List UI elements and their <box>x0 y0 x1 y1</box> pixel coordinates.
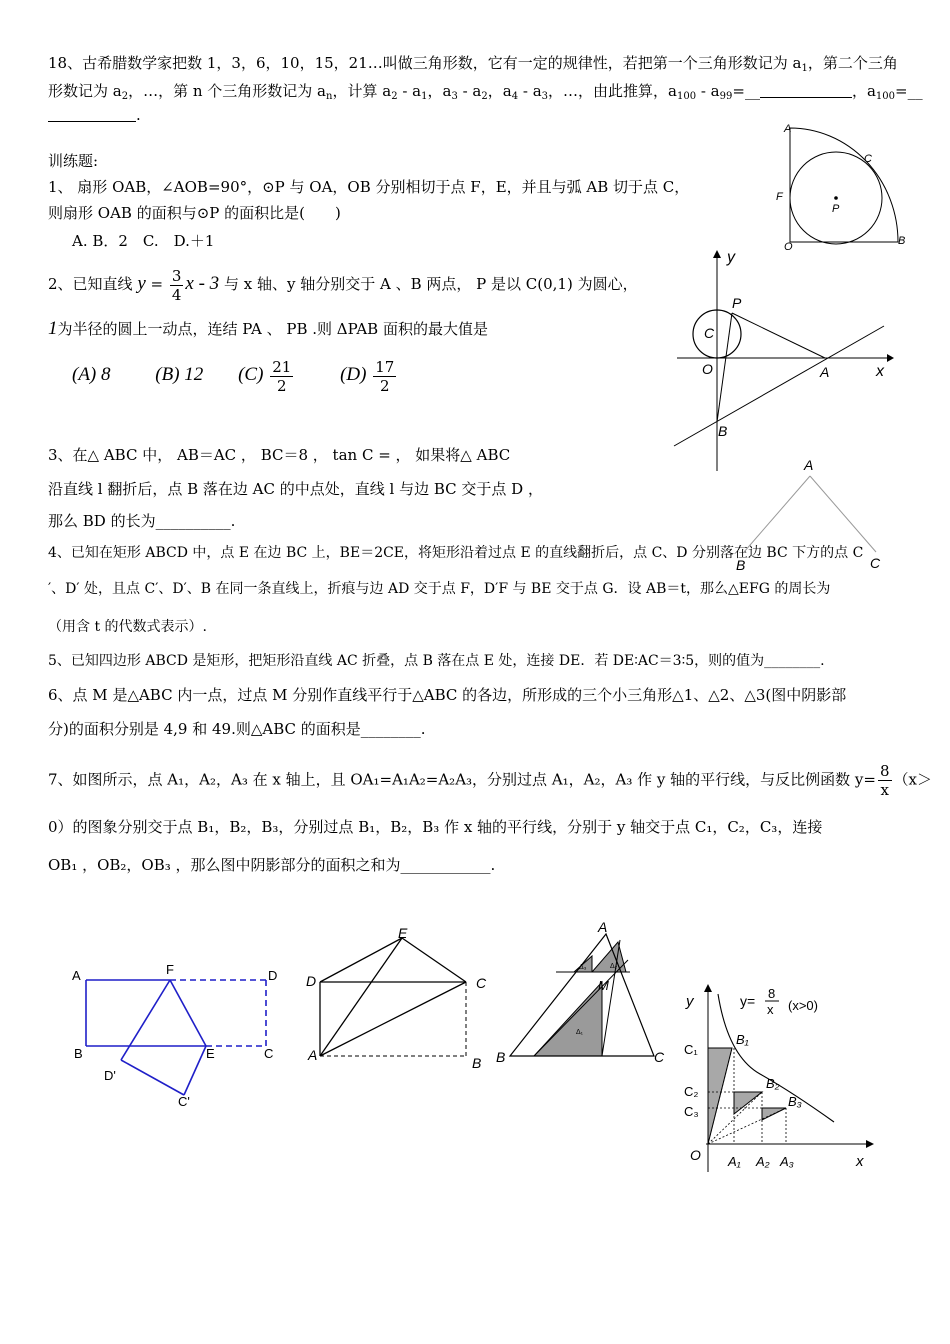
q2-option-d-fraction: $\frac{17}{2}$ <box>375 357 395 395</box>
fold-fe <box>170 980 206 1046</box>
label-F: F <box>166 962 174 977</box>
label-D-prime: D' <box>104 1068 116 1083</box>
q1-line1: 1、 扇形 OAB，∠AOB=90°，⊙P 与 OA，OB 分别相切于点 F，E，并且与弧 AB 切于点 C， <box>48 178 690 196</box>
label-y: y <box>686 993 694 1010</box>
label-C2: C₂ <box>684 1084 699 1099</box>
label-B: B <box>74 1046 83 1061</box>
figure-q1-sector <box>770 120 920 253</box>
side-dp-cp <box>121 1060 184 1095</box>
side-ac <box>810 476 876 552</box>
label-C3: C₃ <box>684 1104 699 1119</box>
q6-line1: 6、点 M 是△ABC 内一点，过点 M 分别作直线平行于△ABC 的各边，所形成的三个小三角形△1、△2、△3(图中阴影部 <box>48 686 847 704</box>
figure-q2-coordinates <box>672 246 902 476</box>
label-O: O <box>784 241 793 253</box>
label-A2: A₂ <box>756 1154 770 1169</box>
label-C: C <box>264 1046 274 1061</box>
q2-line1: 2、已知直线 y = $\frac{3}{4}$ x - 3 与 x 轴、y 轴分别交于 A 、B 两点， P 是以 C(0,1) 为圆心， <box>48 266 638 304</box>
label-A: A <box>784 123 792 135</box>
label-C: C <box>864 153 872 165</box>
training-title: 训练题: <box>48 152 99 170</box>
label-delta-3: Δ₃ <box>579 964 587 971</box>
label-E: E <box>398 925 408 941</box>
label-B: B <box>496 1049 506 1065</box>
figure-q5-rectangle <box>300 920 500 1080</box>
segment-de <box>320 938 402 982</box>
label-B: B <box>472 1055 482 1071</box>
q3-line2: 沿直线 l 翻折后，点 B 落在边 AC 的中点处，直线 l 与边 BC 交于点 D ， <box>48 480 543 498</box>
label-B2: B₂ <box>766 1076 780 1091</box>
label-B1: B₁ <box>736 1032 749 1047</box>
q7-function-fraction: $\frac{8}{x}$ <box>879 762 890 799</box>
label-E: E <box>206 1046 215 1061</box>
label-B: B <box>718 423 728 439</box>
q3-line3: 那么 BD 的长为__________. <box>48 512 236 530</box>
q18-blank1 <box>760 83 852 98</box>
label-C: C <box>870 555 881 571</box>
label-A: A <box>598 919 608 935</box>
q18-line3: . <box>48 104 141 126</box>
y-axis-arrow <box>704 984 712 992</box>
x-axis-arrow <box>887 354 894 362</box>
function-label-den: x <box>767 1002 774 1017</box>
line-ab <box>674 326 884 446</box>
q18-blank2 <box>48 107 136 122</box>
q2-slope-fraction: $\frac{3}{4}$ <box>171 266 182 304</box>
figure-q6-triangle <box>494 919 674 1074</box>
label-C: C <box>654 1049 665 1065</box>
label-F: F <box>776 191 783 203</box>
function-label-eq: y= <box>740 993 756 1009</box>
figure-q4-folded-rectangle <box>66 960 286 1110</box>
diagonal-ac <box>320 982 466 1056</box>
label-O: O <box>702 361 713 377</box>
label-P: P <box>732 295 742 311</box>
label-O: O <box>690 1147 701 1163</box>
figure-q7-graph <box>676 976 876 1176</box>
label-M: M <box>598 978 609 993</box>
center-point <box>834 196 838 200</box>
label-D: D <box>306 973 317 989</box>
label-A: A <box>820 364 830 380</box>
label-A: A <box>72 968 81 983</box>
segment-ob3 <box>708 1108 786 1144</box>
q6-line2: 分)的面积分别是 4,9 和 49.则△ABC 的面积是________. <box>48 720 426 738</box>
q7-line1: 7、如图所示，点 A₁，A₂，A₃ 在 x 轴上，且 OA₁=A₁A₂=A₂A₃，分别过点 A₁，A₂，A₃ 作 y 轴的平行线，与反比例函数 y= $\frac{8}{x}$ （x＞ <box>48 762 932 799</box>
label-A3: A₃ <box>780 1154 794 1169</box>
label-B: B <box>736 557 746 573</box>
label-D: D <box>268 968 278 983</box>
sector-shape <box>790 128 898 242</box>
q5-line1: 5、已知四边形 ABCD 是矩形，把矩形沿直线 AC 折叠，点 B 落在点 E 处，连接 DE．若 DE∶AC＝3∶5，则的值为________. <box>48 653 825 669</box>
q7-line3: OB₁ ，OB₂，OB₃ ，那么图中阴影部分的面积之和为____________. <box>48 856 496 874</box>
fold-fd-prime <box>121 980 170 1060</box>
function-label-cond: (x>0) <box>788 998 818 1013</box>
y-axis-arrow <box>713 250 721 258</box>
label-x: x <box>876 363 884 380</box>
label-A1: A₁ <box>728 1154 741 1169</box>
segment-pa <box>732 313 825 358</box>
q18-line1: 18、古希腊数学家把数 1，3，6，10，15，21…叫做三角形数，它有一定的规律性，若把第一个三角形数记为 $a_1$，第二个三角 <box>48 54 898 74</box>
label-P: P <box>832 203 840 215</box>
q18-line2: 形数记为 $a_2$，…，第 n 个三角形数记为 $a_n$，计算 $a_2 - a_1$，$a_3 - a_2$，$a_4 - a_3$，…，由此推算，$a_{100}$ - $a_{99}=\_\_$ ，$a_{100}=\_\_$ <box>48 82 923 102</box>
x-axis-arrow <box>866 1140 874 1148</box>
function-label-num: 8 <box>768 986 776 1001</box>
segment-ae <box>320 938 402 1056</box>
label-x: x <box>856 1153 864 1170</box>
label-A: A <box>308 1047 318 1063</box>
label-C-prime: C' <box>178 1094 190 1109</box>
q7-line2: 0）的图象分别交于点 B₁，B₂，B₃，分别过点 B₁，B₂，B₃ 作 x 轴的平行线，分别于 y 轴交于点 C₁，C₂，C₃，连接 <box>48 818 823 836</box>
label-B: B <box>898 235 906 247</box>
side-ab <box>744 476 810 552</box>
q2-options: (A) 8 (B) 12 (C) $\frac{21}{2}$ (D) $\frac{17}{2}$ <box>72 357 395 395</box>
label-delta-1: Δ₁ <box>576 1029 584 1036</box>
q2-line2: 1为半径的圆上一动点，连结 PA 、 PB .则 ΔPAB 面积的最大值是 <box>48 318 488 339</box>
q1-line2: 则扇形 OAB 的面积与⊙P 的面积比是( ) <box>48 204 341 222</box>
figure-q3-triangle <box>730 456 890 576</box>
shade-2 <box>734 1092 762 1114</box>
label-delta-2: Δ₂ <box>610 963 618 970</box>
label-y: y <box>727 249 735 266</box>
q3-line1: 3、在△ ABC 中， AB＝AC ， BC＝8 ， tan C = ， 如果将△ ABC <box>48 446 511 464</box>
label-A: A <box>804 457 814 473</box>
label-C1: C₁ <box>684 1042 698 1057</box>
segment-ce <box>402 938 466 982</box>
q4-line2: ′、D′ 处，且点 C′、D′、B 在同一条直线上，折痕与边 AD 交于点 F，D′F 与 BE 交于点 G．设 AB＝t，那么△EFG 的周长为 <box>48 581 831 597</box>
q4-line3: （用含 t 的代数式表示）. <box>48 619 207 635</box>
q1-options: A. B．2 C. D.＋1 <box>72 232 215 250</box>
q2-option-c-fraction: $\frac{21}{2}$ <box>272 357 292 395</box>
label-C: C <box>476 975 487 991</box>
side-cp-e <box>184 1046 206 1095</box>
q4-line1: 4、已知在矩形 ABCD 中，点 E 在边 BC 上，BE＝2CE，将矩形沿着过点 E 的直线翻折后，点 C、D 分别落在边 BC 下方的点 C <box>48 545 864 561</box>
label-C: C <box>704 325 715 341</box>
segment-pb <box>717 313 732 422</box>
label-B3: B₃ <box>788 1094 802 1109</box>
